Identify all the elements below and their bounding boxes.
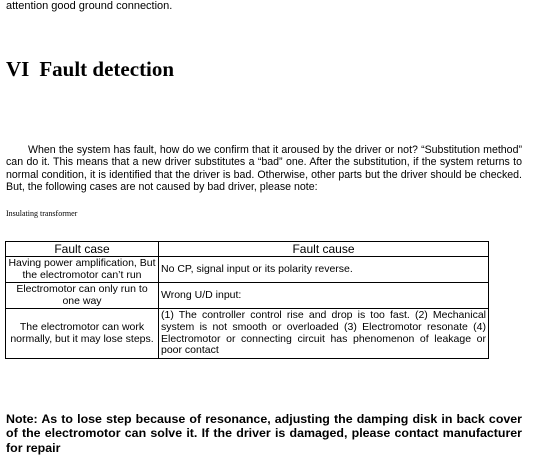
fault-cause-cell: No CP, signal input or its polarity reverse. <box>159 257 489 283</box>
table-row <box>6 257 489 283</box>
fault-cause-cell: (1) The controller control rise and drop is too fast. (2) Mechanical system is not smooth or overloaded (3) Electromotor resonate (4) Electromotor or connecting circuit has phenomenon of leakage or poor contact <box>159 309 489 358</box>
note-paragraph: Note: As to lose step because of resonance, adjusting the damping disk in back cover of the electromotor can solve it. If the driver is damaged, please contact manufacturer for repair <box>6 412 522 455</box>
section-title: Fault detection <box>39 57 175 81</box>
fault-case-cell: The electromotor can work normally, but it may lose steps. <box>6 309 159 358</box>
body-paragraph: When the system has fault, how do we confirm that it aroused by the driver or not? “Substitution method” can do it. This means that a new driver substitutes a “bad” one. After the substitution, if the system returns to normal condition, it is identified that the driver is bad. Otherwise, other parts but the driver should be checked. But, the following cases are not caused by bad driver, please note: <box>6 144 522 193</box>
section-number: VI <box>6 57 30 81</box>
table-row <box>6 309 489 358</box>
fault-table <box>5 241 489 359</box>
fault-case-cell: Electromotor can only run to one way <box>6 283 159 309</box>
header-fault-case: Fault case <box>6 242 159 257</box>
insulating-transformer-label: Insulating transformer <box>6 209 78 218</box>
fault-cause-cell: Wrong U/D input: <box>159 283 489 309</box>
table-header-row <box>6 242 489 257</box>
section-heading <box>6 57 174 81</box>
previous-section-tail-text: attention good ground connection. <box>6 0 173 12</box>
header-fault-cause: Fault cause <box>159 242 489 257</box>
table-row <box>6 283 489 309</box>
fault-case-cell: Having power amplification, But the electromotor can’t run <box>6 257 159 283</box>
